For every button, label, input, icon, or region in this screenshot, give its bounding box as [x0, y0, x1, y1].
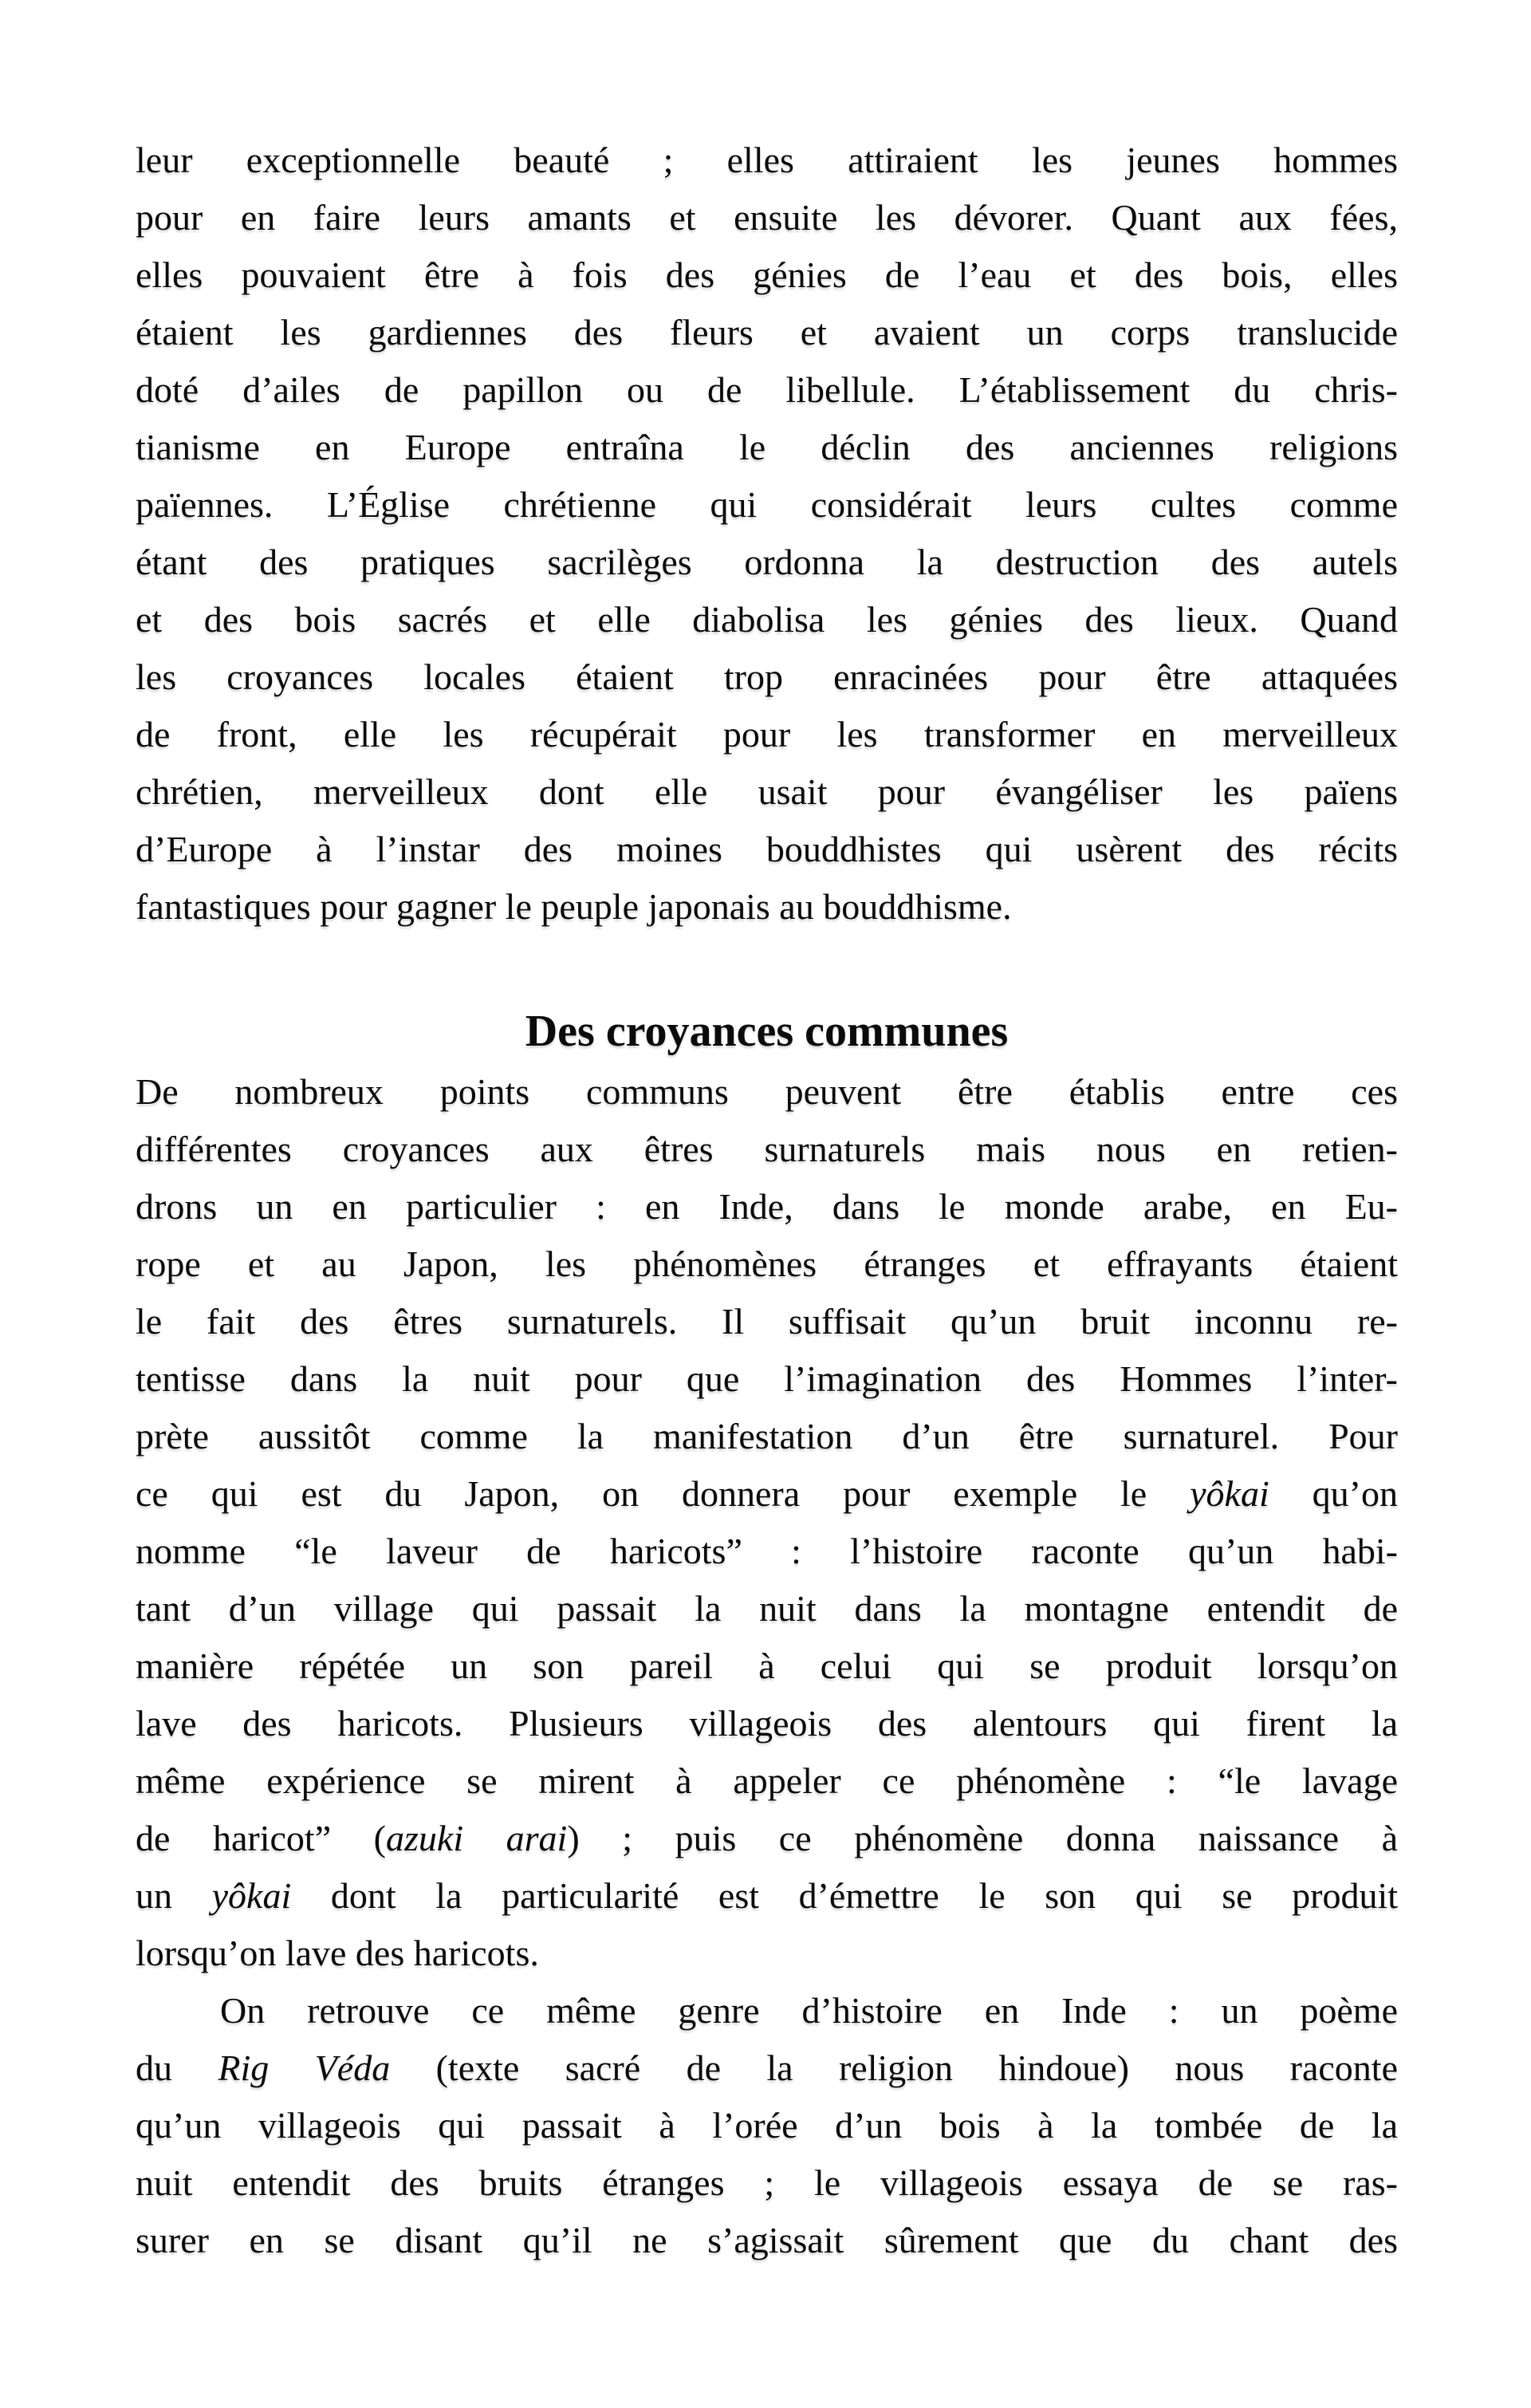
text-run: qu’un villageois qui passait à l’orée d’un bois à la tombée de la [136, 2105, 1398, 2146]
text-line [136, 246, 1398, 304]
text-run: De nombreux points communs peuvent être établis entre ces [136, 1071, 1398, 1112]
text-run: même expérience se mirent à appeler ce phénomène : “le lavage [136, 1760, 1398, 1801]
text-line [136, 476, 1398, 534]
text-run: différentes croyances aux êtres surnaturels mais nous en retien- [136, 1129, 1398, 1169]
text-run: lave des haricots. Plusieurs villageois des alentours qui firent la [136, 1703, 1398, 1744]
text-line [136, 706, 1398, 763]
text-line [136, 1580, 1398, 1638]
text-run: ) ; puis ce phénomène donna naissance à [567, 1818, 1399, 1858]
text-line [136, 1465, 1398, 1523]
text-run: leur exceptionnelle beauté ; elles attiraient les jeunes hommes [136, 140, 1398, 180]
text-line [136, 419, 1398, 476]
text-line [136, 1695, 1398, 1752]
text-run: le fait des êtres surnaturels. Il suffisait qu’un bruit inconnu re- [136, 1301, 1398, 1342]
text-run: chrétien, merveilleux dont elle usait pour évangéliser les païens [136, 771, 1398, 812]
text-run: étant des pratiques sacrilèges ordonna la destruction des autels [136, 542, 1398, 582]
text-run: surer en se disant qu’il ne s’agissait sûrement que du chant des [136, 2220, 1398, 2260]
text-run: fantastiques pour gagner le peuple japonais au bouddhisme. [136, 886, 1012, 927]
text-line [136, 1408, 1398, 1465]
text-line [136, 2154, 1398, 2212]
paragraph-fees-christianisme [136, 132, 1398, 936]
text-line [136, 2212, 1398, 2269]
text-run: du [136, 2047, 218, 2088]
text-line [136, 1350, 1398, 1408]
text-run: qu’on [1269, 1473, 1398, 1514]
text-run: d’Europe à l’instar des moines bouddhistes qui usèrent des récits [136, 829, 1398, 869]
text-line [136, 591, 1398, 648]
italic-term: Rig Véda [218, 2047, 391, 2088]
text-run: elles pouvaient être à fois des génies de l’eau et des bois, elles [136, 254, 1398, 295]
text-run: nomme “le laveur de haricots” : l’histoire raconte qu’un habi- [136, 1531, 1398, 1571]
text-line [136, 1523, 1398, 1580]
text-line [136, 1867, 1398, 1925]
text-run: lorsqu’on lave des haricots. [136, 1933, 539, 1973]
text-run: les croyances locales étaient trop enracinées pour être attaquées [136, 656, 1398, 697]
text-line [136, 2040, 1398, 2097]
text-line [136, 1293, 1398, 1350]
text-line [136, 1982, 1398, 2040]
text-line [136, 1638, 1398, 1695]
text-run: dont la particularité est d’émettre le son qui se produit [291, 1875, 1399, 1916]
text-line [136, 534, 1398, 591]
text-line [136, 189, 1398, 246]
section-heading: Des croyances communes [525, 1007, 1009, 1056]
text-run: tianisme en Europe entraîna le déclin des anciennes religions [136, 427, 1398, 467]
text-line [136, 1752, 1398, 1810]
text-run: de haricot” ( [136, 1818, 386, 1858]
text-line [136, 1236, 1398, 1293]
text-run: ce qui est du Japon, on donnera pour exemple le [136, 1473, 1191, 1514]
text-run: pour en faire leurs amants et ensuite les dévorer. Quant aux fées, [136, 197, 1398, 238]
text-column [136, 132, 1398, 2269]
text-run: nuit entendit des bruits étranges ; le villageois essaya de se ras- [136, 2162, 1398, 2203]
text-line [136, 132, 1398, 189]
text-line [136, 821, 1398, 878]
text-line [136, 1810, 1398, 1867]
text-line [136, 361, 1398, 419]
text-run: et des bois sacrés et elle diabolisa les génies des lieux. Quand [136, 599, 1398, 640]
text-line [136, 1121, 1398, 1178]
text-line [136, 2097, 1398, 2154]
text-line [136, 763, 1398, 821]
text-run: prète aussitôt comme la manifestation d’un être surnaturel. Pour [136, 1416, 1398, 1456]
text-run: drons un en particulier : en Inde, dans le monde arabe, en Eu- [136, 1186, 1398, 1227]
text-line [136, 1178, 1398, 1236]
text-run: doté d’ailes de papillon ou de libellule. L’établissement du chris- [136, 369, 1398, 410]
text-run: manière répétée un son pareil à celui qui se produit lorsqu’on [136, 1645, 1398, 1686]
text-run: un [136, 1875, 212, 1916]
text-run: tant d’un village qui passait la nuit dans la montagne entendit de [136, 1588, 1398, 1629]
text-run: païennes. L’Église chrétienne qui considérait leurs cultes comme [136, 484, 1398, 525]
italic-term: yôkai [1190, 1473, 1269, 1514]
text-run: étaient les gardiennes des fleurs et avaient un corps translucide [136, 312, 1398, 353]
text-run: tentisse dans la nuit pour que l’imagination des Hommes l’inter- [136, 1358, 1398, 1399]
text-line [136, 1063, 1398, 1121]
paragraph-rig-veda [136, 1982, 1398, 2269]
text-line [136, 304, 1398, 361]
text-run: On retrouve ce même genre d’histoire en Inde : un poème [220, 1990, 1398, 2031]
italic-term: azuki arai [386, 1818, 568, 1858]
paragraph-croyances-communes [136, 1063, 1398, 1982]
text-run: (texte sacré de la religion hindoue) nous raconte [390, 2047, 1399, 2088]
text-line [136, 1925, 1398, 1982]
text-line [136, 878, 1398, 936]
text-run: de front, elle les récupérait pour les transformer en merveilleux [136, 714, 1398, 755]
text-line [136, 648, 1398, 706]
text-run: rope et au Japon, les phénomènes étranges et effrayants étaient [136, 1243, 1398, 1284]
italic-term: yôkai [211, 1875, 292, 1916]
